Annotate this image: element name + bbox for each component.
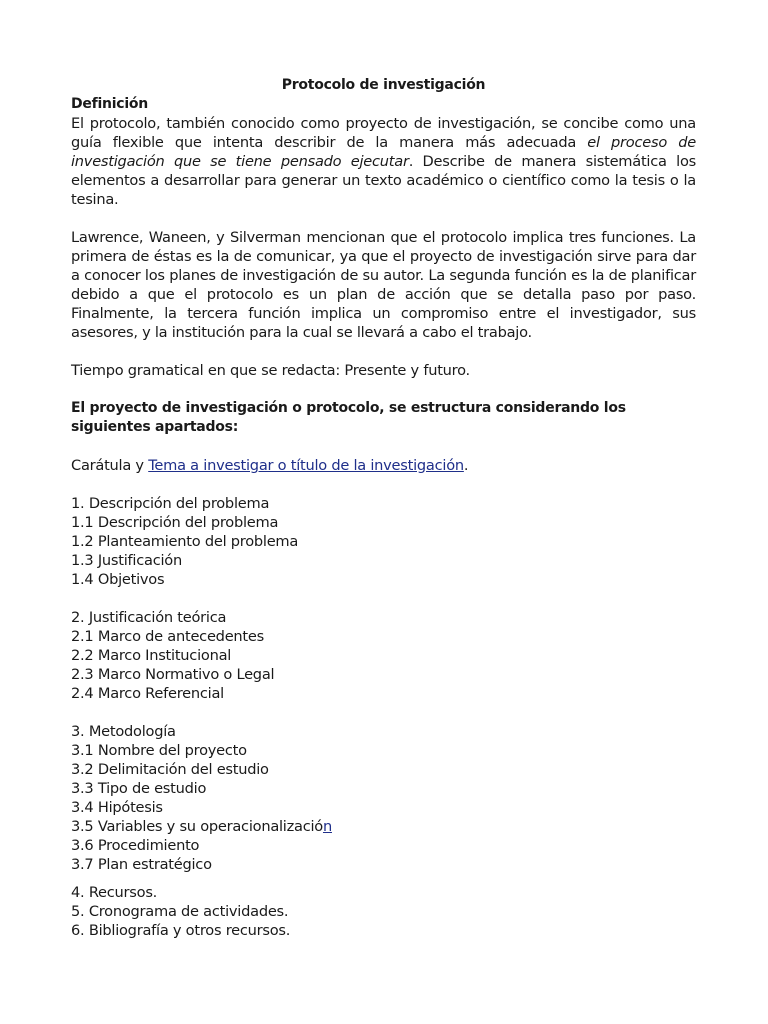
document-title: Protocolo de investigación — [281, 77, 486, 93]
list-item: 1.2 Planteamiento del problema — [71, 533, 299, 550]
spacer — [71, 589, 696, 608]
list-item: 3. Metodología — [71, 723, 176, 740]
section-final-list — [71, 883, 696, 940]
list-item: 3.3 Tipo de estudio — [71, 780, 207, 797]
list-item: 2.3 Marco Normativo o Legal — [71, 666, 275, 683]
list-item: 1.3 Justificación — [71, 552, 182, 569]
structure-intro-text: El proyecto de investigación o protocolo, se estructura considerando los siguientes apartados — [71, 400, 626, 435]
definition-text-2: . Describe de manera sistemática los elementos a desarrollar para generar un texto académico o científico como la tesis o la tesina. — [71, 153, 696, 208]
structure-intro — [71, 399, 696, 437]
functions-paragraph: Lawrence, Waneen, y Silverman mencionan que el protocolo implica tres funciones. La primera de éstas es la de comunicar, ya que el proyecto de investigación sirve para dar a conocer los planes de investigación de su autor. La segunda función es la de planificar debido a que el protocolo es un plan de acción que se detalla paso por paso. Finalmente, la tercera función implica un compromiso entre el investigador, sus asesores, y la institución para la cual se llevará a cabo el trabajo. — [71, 229, 696, 341]
list-item: 5. Cronograma de actividades. — [71, 903, 289, 920]
list-item: 3.6 Procedimiento — [71, 837, 200, 854]
spacer — [71, 437, 696, 456]
list-item: 3.1 Nombre del proyecto — [71, 742, 247, 759]
definition-text-italic: el proceso de investigación que se tiene pensado ejecutar — [71, 134, 696, 170]
list-item: 1. Descripción del problema — [71, 495, 270, 512]
section-3-list — [71, 722, 696, 874]
spacer — [71, 475, 696, 494]
cover-prefix: Carátula y — [71, 457, 149, 474]
definition-heading: Definición — [71, 96, 148, 112]
list-item: 3.2 Delimitación del estudio — [71, 761, 269, 778]
list-item: 1.4 Objetivos — [71, 571, 165, 588]
spacer — [71, 380, 696, 399]
variables-text: 3.5 Variables y su operacionalizació — [71, 818, 323, 835]
cover-suffix: . — [463, 457, 469, 474]
structure-intro-colon: : — [232, 419, 239, 435]
spacer — [71, 209, 696, 228]
list-item: 4. Recursos. — [71, 884, 158, 901]
spacer — [71, 874, 696, 883]
topic-link[interactable]: Tema a investigar o título de la investigación — [148, 457, 464, 474]
section-1-list — [71, 494, 696, 589]
list-item: 2.1 Marco de antecedentes — [71, 628, 264, 645]
spacer — [71, 703, 696, 722]
tense-paragraph: Tiempo gramatical en que se redacta: Presente y futuro. — [71, 362, 470, 379]
list-item: 3.7 Plan estratégico — [71, 856, 212, 873]
list-item: 6. Bibliografía y otros recursos. — [71, 922, 291, 939]
definition-paragraph — [71, 114, 696, 209]
spacer — [71, 342, 696, 361]
list-item: 2.4 Marco Referencial — [71, 685, 224, 702]
section-2-list — [71, 608, 696, 703]
list-item: 3.4 Hipótesis — [71, 799, 163, 816]
list-item-variables — [71, 817, 696, 836]
document-page — [71, 76, 696, 940]
definition-text-1: El protocolo, también conocido como proyecto de investigación, se concibe como una guía flexible que intenta describir de la manera más adecuada — [71, 115, 696, 151]
list-item: 2. Justificación teórica — [71, 609, 227, 626]
list-item: 2.2 Marco Institucional — [71, 647, 232, 664]
cover-line — [71, 456, 696, 475]
list-item: 1.1 Descripción del problema — [71, 514, 279, 531]
variables-link[interactable]: n — [322, 818, 332, 835]
